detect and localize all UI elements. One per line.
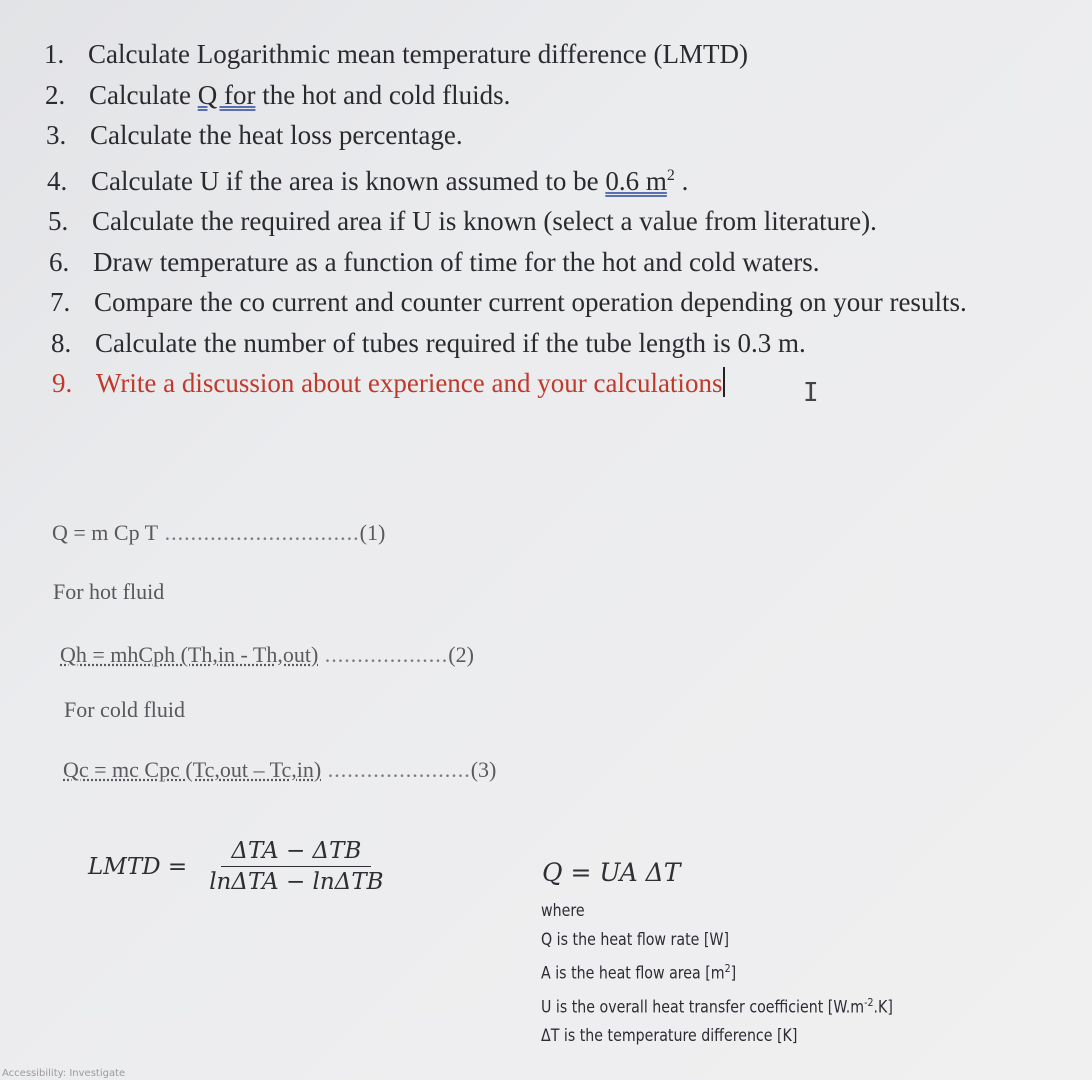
cold-fluid-label: For cold fluid xyxy=(64,697,185,722)
task-list xyxy=(44,34,967,404)
task-text: Draw temperature as a function of time for the hot and cold waters. xyxy=(93,246,820,277)
task-number: 9. xyxy=(52,368,73,398)
task-text: Calculate Logarithmic mean temperature difference (LMTD) xyxy=(88,39,748,69)
task-number: 5. xyxy=(48,206,69,236)
definition-q: Q is the heat flow rate [W] xyxy=(541,930,729,949)
task-item-9[interactable] xyxy=(44,363,967,404)
lmtd-fraction xyxy=(199,838,393,895)
text-caret xyxy=(723,367,725,397)
task-text-pre: Calculate U if the area is known assumed to be xyxy=(91,165,606,196)
equation-2-lhs: Qh = mhCph (Th,in - Th,out) xyxy=(60,642,319,667)
equation-3-lhs: Qc = mc Cpc (Tc,out – Tc,in) xyxy=(63,757,322,782)
task-number: 6. xyxy=(49,246,70,277)
definition-dt: ΔT is the temperature difference [K] xyxy=(541,1026,798,1045)
equation-2-leader: ................... xyxy=(318,642,449,667)
equation-3-leader: ...................... xyxy=(321,757,471,782)
equation-3-tag: (3) xyxy=(470,757,497,782)
definition-a xyxy=(541,954,893,988)
lmtd-lhs: LMTD = xyxy=(88,853,188,880)
lmtd-numerator: ΔTA − ΔTB xyxy=(221,838,371,867)
lmtd-denominator: lnΔTA − lnΔTB xyxy=(209,869,384,895)
hot-fluid-label: For hot fluid xyxy=(53,579,165,604)
definition-a-end: ] xyxy=(730,963,737,983)
equation-3 xyxy=(63,757,496,783)
task-number: 7. xyxy=(50,287,71,317)
heat-transfer-formula: Q = UA ΔT xyxy=(542,858,681,887)
definitions-where: where xyxy=(541,901,585,920)
task-text: Compare the co current and counter current operation depending on your results. xyxy=(94,287,967,317)
task-item-6 xyxy=(44,242,967,283)
task-text-pre: Calculate xyxy=(89,79,198,110)
task-item-1 xyxy=(44,34,967,75)
task-text-editing[interactable]: Write a discussion about experience and your calculations xyxy=(96,368,723,398)
task-text: Calculate the number of tubes required if the tube length is 0.3 m. xyxy=(95,327,806,358)
equation-1-lhs: Q = m Cp T xyxy=(52,520,159,545)
task-number: 1. xyxy=(44,39,65,69)
definitions-block xyxy=(541,896,893,1050)
accessibility-status[interactable]: Accessibility: Investigate xyxy=(2,1068,126,1079)
superscript: -2 xyxy=(864,995,874,1009)
equation-2 xyxy=(60,642,474,668)
equation-1-leader: .............................. xyxy=(158,520,360,545)
task-item-2 xyxy=(44,75,967,116)
task-text-post: the hot and cold fluids. xyxy=(255,79,511,110)
task-number: 4. xyxy=(47,165,68,196)
ibeam-cursor-icon: I xyxy=(803,378,819,408)
task-number: 3. xyxy=(46,120,67,150)
task-number: 2. xyxy=(45,79,66,110)
spellcheck-underlined-text[interactable]: 0.6 m xyxy=(605,165,667,196)
task-item-7 xyxy=(44,282,967,323)
lmtd-formula xyxy=(88,838,394,895)
equation-1-tag: (1) xyxy=(359,520,386,545)
definition-a-text: A is the heat flow area [m xyxy=(541,963,725,983)
task-item-4 xyxy=(44,156,967,202)
definition-u xyxy=(541,988,893,1022)
superscript: 2 xyxy=(724,962,731,975)
equation-2-tag: (2) xyxy=(448,642,474,667)
task-text-post: . xyxy=(674,165,689,196)
definition-u-end: .K] xyxy=(873,997,893,1016)
definition-u-text: U is the overall heat transfer coefficient [W.m xyxy=(541,997,865,1016)
superscript: 2 xyxy=(666,166,675,184)
task-item-5 xyxy=(44,201,967,242)
task-text: Calculate the required area if U is known (select a value from literature). xyxy=(92,206,877,236)
task-number: 8. xyxy=(51,327,72,358)
task-text: Calculate the heat loss percentage. xyxy=(90,120,463,150)
task-item-3 xyxy=(44,115,967,156)
spellcheck-underlined-text[interactable]: Q for xyxy=(197,79,256,110)
equation-1 xyxy=(52,520,385,546)
task-item-8 xyxy=(44,323,967,364)
